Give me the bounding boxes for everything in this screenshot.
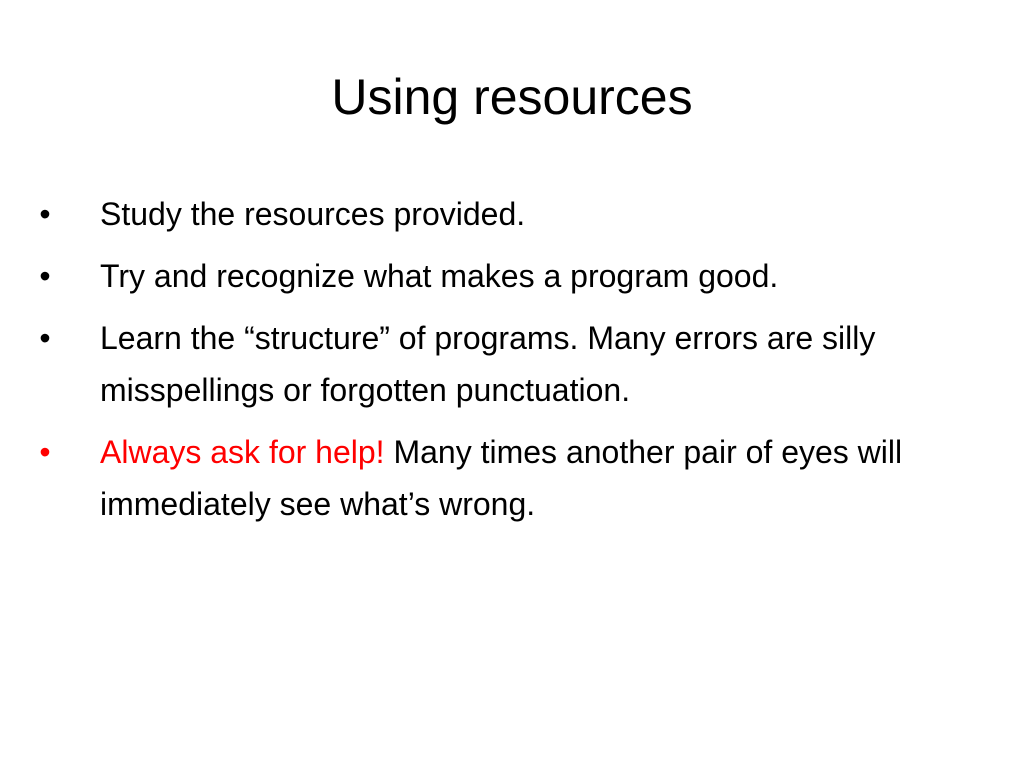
bullet-highlight-text: Always ask for help! — [100, 434, 385, 470]
bullet-text: Try and recognize what makes a program good. — [100, 258, 779, 294]
bullet-item-study-resources — [39, 188, 960, 240]
bullet-marker: • — [39, 434, 51, 470]
bullet-text: Learn the “structure” of programs. Many errors are silly misspellings or forgotten punctuation. — [100, 320, 876, 408]
bullet-list — [39, 188, 960, 540]
bullet-marker: • — [39, 320, 51, 356]
bullet-marker: • — [39, 196, 51, 232]
bullet-item-ask-for-help — [39, 426, 960, 530]
bullet-item-learn-structure — [39, 312, 960, 416]
bullet-item-recognize-good-program — [39, 250, 960, 302]
bullet-text: Study the resources provided. — [100, 196, 526, 232]
bullet-text: Many times another pair of eyes will immediately see what’s wrong. — [100, 434, 903, 522]
slide-title: Using resources — [331, 69, 693, 125]
bullet-marker: • — [39, 258, 51, 294]
